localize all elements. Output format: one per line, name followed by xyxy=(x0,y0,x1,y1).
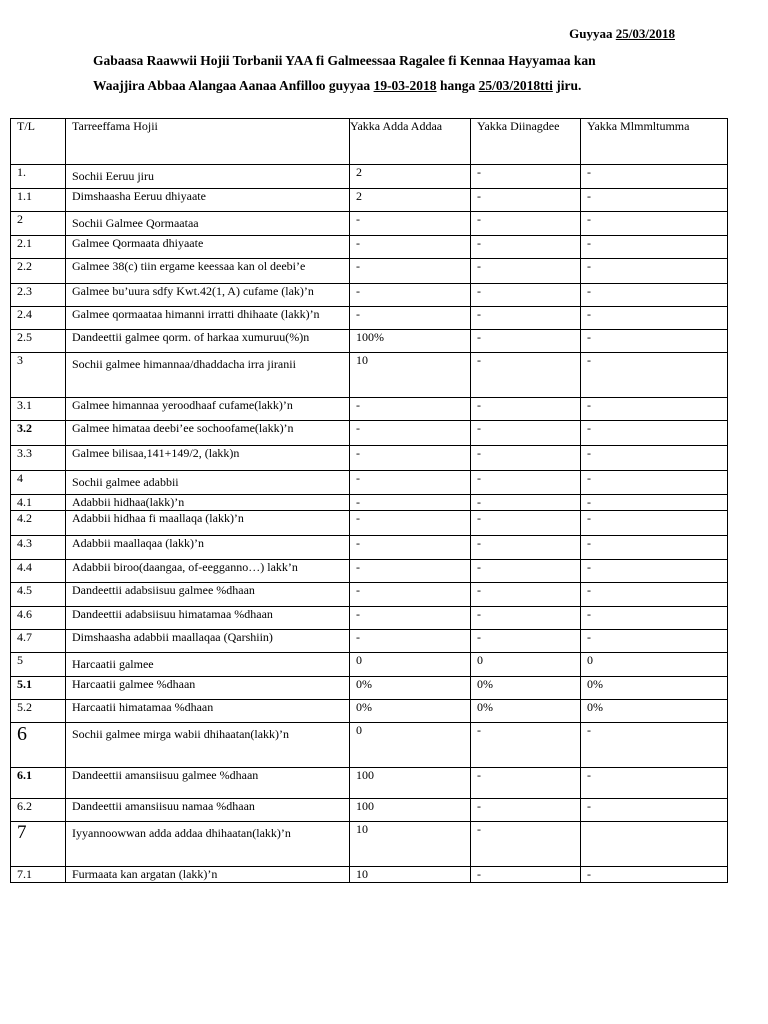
cell-mlmmltumma: - xyxy=(581,799,728,822)
row-task: Dandeettii adabsiisuu himatamaa %dhaan xyxy=(66,607,350,630)
cell-adda-addaa: - xyxy=(350,236,471,259)
cell-diinagdee: - xyxy=(471,630,581,653)
report-date xyxy=(569,26,675,42)
cell-mlmmltumma: - xyxy=(581,768,728,799)
cell-diinagdee: - xyxy=(471,583,581,607)
cell-adda-addaa: 0 xyxy=(350,723,471,768)
row-number: 3.1 xyxy=(11,398,66,421)
row-task: Sochii Eeruu jiru xyxy=(66,165,350,189)
cell-adda-addaa: 10 xyxy=(350,353,471,398)
table-row xyxy=(11,560,728,583)
table-row xyxy=(11,799,728,822)
row-number: 1.1 xyxy=(11,189,66,212)
table-row xyxy=(11,236,728,259)
row-task: Galmee himannaa yeroodhaaf cufame(lakk)’n xyxy=(66,398,350,421)
table-row xyxy=(11,259,728,284)
cell-mlmmltumma: - xyxy=(581,212,728,236)
row-task: Adabbii hidhaa(lakk)’n xyxy=(66,495,350,511)
row-task: Adabbii maallaqaa (lakk)’n xyxy=(66,536,350,560)
cell-mlmmltumma: 0 xyxy=(581,653,728,677)
row-number: 5.2 xyxy=(11,700,66,723)
header-yakka-mlmmltumma: Yakka Mlmmltumma xyxy=(581,119,728,165)
row-number: 3.2 xyxy=(11,421,66,446)
cell-adda-addaa: - xyxy=(350,471,471,495)
row-task: Dimshaasha Eeruu dhiyaate xyxy=(66,189,350,212)
table-row xyxy=(11,495,728,511)
heading-line-2-text: Waajjira Abbaa Alangaa Aanaa Anfilloo guyyaa xyxy=(93,78,374,93)
table-row xyxy=(11,189,728,212)
cell-diinagdee: - xyxy=(471,607,581,630)
heading-from-date: 19-03-2018 xyxy=(373,78,437,93)
cell-diinagdee: - xyxy=(471,353,581,398)
cell-adda-addaa: - xyxy=(350,511,471,536)
table-row xyxy=(11,212,728,236)
heading-line-1: Gabaasa Raawwii Hojii Torbanii YAA fi Galmeessaa Ragalee fi Kennaa Hayyamaa kan xyxy=(93,53,596,68)
cell-diinagdee: - xyxy=(471,212,581,236)
date-label: Guyyaa xyxy=(569,26,613,41)
table-row xyxy=(11,653,728,677)
row-number: 2 xyxy=(11,212,66,236)
cell-mlmmltumma: - xyxy=(581,446,728,471)
cell-adda-addaa: 10 xyxy=(350,822,471,867)
cell-adda-addaa: 0% xyxy=(350,677,471,700)
table-row xyxy=(11,768,728,799)
cell-diinagdee: - xyxy=(471,822,581,867)
table-row xyxy=(11,536,728,560)
row-task: Dandeettii galmee qorm. of harkaa xumuruu(%)n xyxy=(66,330,350,353)
header-tl: T/L xyxy=(11,119,66,165)
row-number: 4.1 xyxy=(11,495,66,511)
cell-mlmmltumma: - xyxy=(581,583,728,607)
cell-diinagdee: - xyxy=(471,307,581,330)
cell-mlmmltumma: - xyxy=(581,398,728,421)
cell-adda-addaa: - xyxy=(350,259,471,284)
row-number: 4.6 xyxy=(11,607,66,630)
row-task: Galmee 38(c) tiin ergame keessaa kan ol deebi’e xyxy=(66,259,350,284)
table-row xyxy=(11,307,728,330)
row-task: Dimshaasha adabbii maallaqaa (Qarshiin) xyxy=(66,630,350,653)
cell-diinagdee: - xyxy=(471,495,581,511)
report-heading xyxy=(93,48,693,98)
cell-mlmmltumma: 0% xyxy=(581,677,728,700)
cell-adda-addaa: - xyxy=(350,398,471,421)
table-row xyxy=(11,607,728,630)
table-row xyxy=(11,630,728,653)
date-value: 25/03/2018 xyxy=(615,26,675,41)
row-task: Galmee himataa deebi’ee sochoofame(lakk)’n xyxy=(66,421,350,446)
cell-diinagdee: - xyxy=(471,511,581,536)
table-row xyxy=(11,398,728,421)
heading-end: jiru. xyxy=(552,78,582,93)
row-task: Iyyannoowwan adda addaa dhihaatan(lakk)’n xyxy=(66,822,350,867)
cell-mlmmltumma: - xyxy=(581,511,728,536)
table-row xyxy=(11,284,728,307)
row-number: 2.3 xyxy=(11,284,66,307)
row-number: 2.2 xyxy=(11,259,66,284)
row-number: 6.1 xyxy=(11,768,66,799)
table-row xyxy=(11,165,728,189)
table-row xyxy=(11,723,728,768)
cell-mlmmltumma xyxy=(581,822,728,867)
row-task: Dandeettii amansiisuu namaa %dhaan xyxy=(66,799,350,822)
table-row xyxy=(11,446,728,471)
cell-adda-addaa: 0 xyxy=(350,653,471,677)
cell-diinagdee: - xyxy=(471,723,581,768)
row-task: Sochii galmee adabbii xyxy=(66,471,350,495)
row-number: 4.5 xyxy=(11,583,66,607)
cell-adda-addaa: 100 xyxy=(350,768,471,799)
row-number: 5 xyxy=(11,653,66,677)
cell-diinagdee: - xyxy=(471,284,581,307)
table-row xyxy=(11,330,728,353)
header-yakka-adda-addaa: Yakka Adda Addaa xyxy=(350,119,471,165)
row-task: Galmee bu’uura sdfy Kwt.42(1, A) cufame (lak)’n xyxy=(66,284,350,307)
row-task: Galmee Qormaata dhiyaate xyxy=(66,236,350,259)
row-number: 2.5 xyxy=(11,330,66,353)
cell-diinagdee: 0% xyxy=(471,700,581,723)
row-number: 4 xyxy=(11,471,66,495)
heading-to-date: 25/03/2018tti xyxy=(478,78,553,93)
row-task: Furmaata kan argatan (lakk)’n xyxy=(66,867,350,883)
cell-mlmmltumma: - xyxy=(581,607,728,630)
cell-mlmmltumma: - xyxy=(581,330,728,353)
cell-diinagdee: 0 xyxy=(471,653,581,677)
row-task: Harcaatii galmee xyxy=(66,653,350,677)
row-task: Sochii Galmee Qormaataa xyxy=(66,212,350,236)
row-number: 7.1 xyxy=(11,867,66,883)
table-row xyxy=(11,353,728,398)
table-row xyxy=(11,867,728,883)
row-number: 6.2 xyxy=(11,799,66,822)
cell-mlmmltumma: - xyxy=(581,307,728,330)
cell-diinagdee: - xyxy=(471,259,581,284)
cell-diinagdee: - xyxy=(471,398,581,421)
cell-diinagdee: - xyxy=(471,330,581,353)
cell-adda-addaa: - xyxy=(350,421,471,446)
row-number: 4.7 xyxy=(11,630,66,653)
cell-adda-addaa: - xyxy=(350,495,471,511)
cell-adda-addaa: 100 xyxy=(350,799,471,822)
table-row xyxy=(11,471,728,495)
row-number: 4.4 xyxy=(11,560,66,583)
table-row xyxy=(11,583,728,607)
header-yakka-diinagdee: Yakka Diinagdee xyxy=(471,119,581,165)
cell-adda-addaa: 100% xyxy=(350,330,471,353)
cell-adda-addaa: - xyxy=(350,446,471,471)
row-number: 5.1 xyxy=(11,677,66,700)
row-task: Dandeettii amansiisuu galmee %dhaan xyxy=(66,768,350,799)
table-header-row xyxy=(11,119,728,165)
row-task: Galmee qormaataa himanni irratti dhihaate (lakk)’n xyxy=(66,307,350,330)
table-row xyxy=(11,822,728,867)
cell-mlmmltumma: - xyxy=(581,284,728,307)
row-task: Galmee bilisaa,141+149/2, (lakk)n xyxy=(66,446,350,471)
row-number: 6 xyxy=(11,723,66,768)
cell-mlmmltumma: - xyxy=(581,630,728,653)
table-row xyxy=(11,511,728,536)
cell-adda-addaa: 0% xyxy=(350,700,471,723)
cell-mlmmltumma: - xyxy=(581,495,728,511)
row-task: Sochii galmee mirga wabii dhihaatan(lakk)’n xyxy=(66,723,350,768)
heading-line-2 xyxy=(93,73,693,98)
row-task: Adabbii biroo(daangaa, of-eegganno…) lakk’n xyxy=(66,560,350,583)
cell-diinagdee: - xyxy=(471,189,581,212)
cell-mlmmltumma: - xyxy=(581,723,728,768)
header-task: Tarreeffama Hojii xyxy=(66,119,350,165)
cell-mlmmltumma: 0% xyxy=(581,700,728,723)
cell-diinagdee: - xyxy=(471,446,581,471)
row-task: Sochii galmee himannaa/dhaddacha irra jiranii xyxy=(66,353,350,398)
cell-adda-addaa: - xyxy=(350,307,471,330)
heading-mid: hanga xyxy=(436,78,479,93)
report-table xyxy=(10,118,728,883)
cell-diinagdee: - xyxy=(471,471,581,495)
cell-mlmmltumma: - xyxy=(581,165,728,189)
cell-adda-addaa: 2 xyxy=(350,189,471,212)
cell-mlmmltumma: - xyxy=(581,421,728,446)
row-number: 4.3 xyxy=(11,536,66,560)
cell-adda-addaa: - xyxy=(350,607,471,630)
row-number: 4.2 xyxy=(11,511,66,536)
cell-mlmmltumma: - xyxy=(581,353,728,398)
cell-adda-addaa: 10 xyxy=(350,867,471,883)
row-number: 3 xyxy=(11,353,66,398)
cell-adda-addaa: - xyxy=(350,630,471,653)
cell-adda-addaa: - xyxy=(350,560,471,583)
cell-adda-addaa: - xyxy=(350,583,471,607)
cell-adda-addaa: - xyxy=(350,284,471,307)
cell-mlmmltumma: - xyxy=(581,471,728,495)
cell-mlmmltumma: - xyxy=(581,560,728,583)
cell-diinagdee: - xyxy=(471,799,581,822)
cell-adda-addaa: - xyxy=(350,536,471,560)
cell-mlmmltumma: - xyxy=(581,867,728,883)
cell-diinagdee: - xyxy=(471,421,581,446)
cell-mlmmltumma: - xyxy=(581,259,728,284)
row-task: Dandeettii adabsiisuu galmee %dhaan xyxy=(66,583,350,607)
row-task: Harcaatii himatamaa %dhaan xyxy=(66,700,350,723)
table-row xyxy=(11,421,728,446)
cell-diinagdee: 0% xyxy=(471,677,581,700)
table-row xyxy=(11,677,728,700)
cell-diinagdee: - xyxy=(471,867,581,883)
row-task: Adabbii hidhaa fi maallaqa (lakk)’n xyxy=(66,511,350,536)
cell-diinagdee: - xyxy=(471,165,581,189)
row-number: 7 xyxy=(11,822,66,867)
row-number: 2.4 xyxy=(11,307,66,330)
cell-diinagdee: - xyxy=(471,768,581,799)
cell-diinagdee: - xyxy=(471,536,581,560)
cell-mlmmltumma: - xyxy=(581,189,728,212)
row-number: 3.3 xyxy=(11,446,66,471)
cell-diinagdee: - xyxy=(471,560,581,583)
cell-diinagdee: - xyxy=(471,236,581,259)
table-row xyxy=(11,700,728,723)
row-number: 1. xyxy=(11,165,66,189)
row-number: 2.1 xyxy=(11,236,66,259)
cell-adda-addaa: - xyxy=(350,212,471,236)
cell-mlmmltumma: - xyxy=(581,236,728,259)
cell-mlmmltumma: - xyxy=(581,536,728,560)
row-task: Harcaatii galmee %dhaan xyxy=(66,677,350,700)
cell-adda-addaa: 2 xyxy=(350,165,471,189)
